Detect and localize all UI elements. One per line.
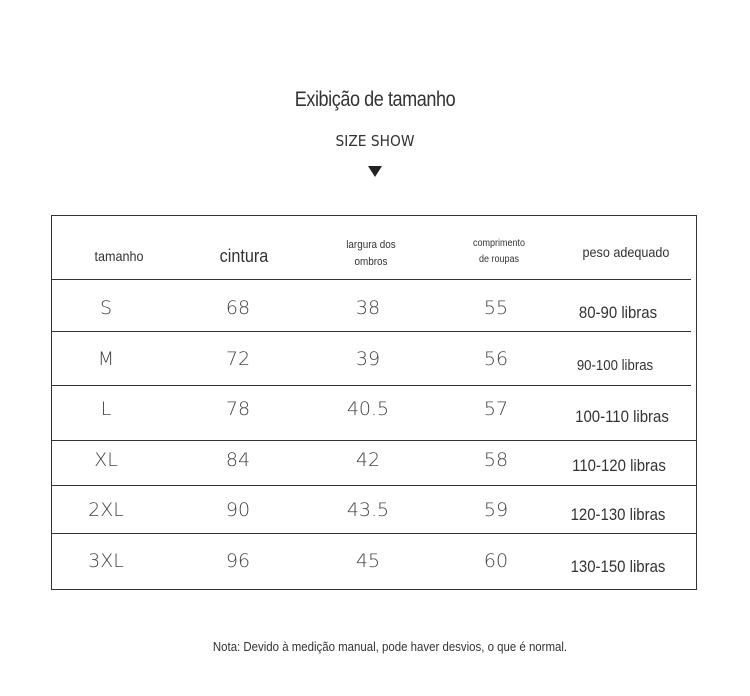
footnote: Nota: Devido à medição manual, pode haver desvios, o que é normal.: [212, 639, 568, 654]
page-subtitle: SIZE SHOW: [335, 132, 415, 150]
row-divider: [52, 385, 691, 386]
table-cell-shoulder: 43.5: [346, 499, 390, 521]
header-size: tamanho: [94, 248, 144, 264]
row-divider: [52, 279, 691, 280]
row-divider: [52, 485, 696, 486]
table-cell-size: 2XL: [88, 499, 124, 521]
header-length-line2: de roupas: [478, 254, 520, 265]
table-cell-length: 56: [483, 348, 509, 370]
table-cell-waist: 68: [225, 297, 251, 319]
header-shoulder-line1: largura dos: [346, 239, 396, 251]
row-divider: [52, 331, 691, 332]
row-divider: [52, 533, 696, 534]
table-cell-weight: 90-100 libras: [576, 357, 654, 374]
table-cell-waist: 96: [225, 550, 251, 572]
table-cell-shoulder: 40.5: [346, 398, 390, 420]
table-cell-weight: 120-130 libras: [570, 505, 666, 524]
table-cell-weight: 110-120 libras: [572, 456, 666, 475]
table-cell-waist: 84: [225, 449, 251, 471]
table-cell-length: 59: [483, 499, 509, 521]
table-cell-length: 55: [483, 297, 509, 319]
table-cell-size: XL: [94, 449, 118, 471]
header-shoulder-line2: ombros: [354, 256, 388, 268]
header-waist: cintura: [219, 246, 269, 266]
triangle-down-icon: [368, 166, 382, 177]
table-cell-length: 58: [483, 449, 509, 471]
table-cell-waist: 72: [225, 348, 251, 370]
table-cell-size: M: [97, 348, 115, 370]
header-weight: peso adequado: [582, 244, 670, 260]
header-shoulder: [326, 237, 416, 271]
table-cell-waist: 90: [225, 499, 251, 521]
size-table: [51, 215, 697, 590]
table-cell-length: 57: [483, 398, 509, 420]
header-length-line1: comprimento: [472, 238, 526, 249]
table-cell-waist: 78: [225, 398, 251, 420]
table-cell-weight: 80-90 libras: [578, 303, 658, 322]
header-length: [454, 236, 544, 268]
page-title: Exibição de tamanho: [294, 88, 456, 111]
table-cell-shoulder: 45: [355, 550, 381, 572]
table-cell-size: S: [99, 297, 113, 319]
table-cell-size: L: [100, 398, 112, 420]
table-cell-shoulder: 42: [355, 449, 381, 471]
table-cell-shoulder: 38: [355, 297, 381, 319]
table-cell-weight: 130-150 libras: [570, 557, 666, 576]
table-cell-shoulder: 39: [355, 348, 381, 370]
table-cell-size: 3XL: [88, 550, 124, 572]
row-divider: [52, 440, 696, 441]
table-cell-weight: 100-110 libras: [575, 407, 669, 426]
table-cell-length: 60: [483, 550, 509, 572]
